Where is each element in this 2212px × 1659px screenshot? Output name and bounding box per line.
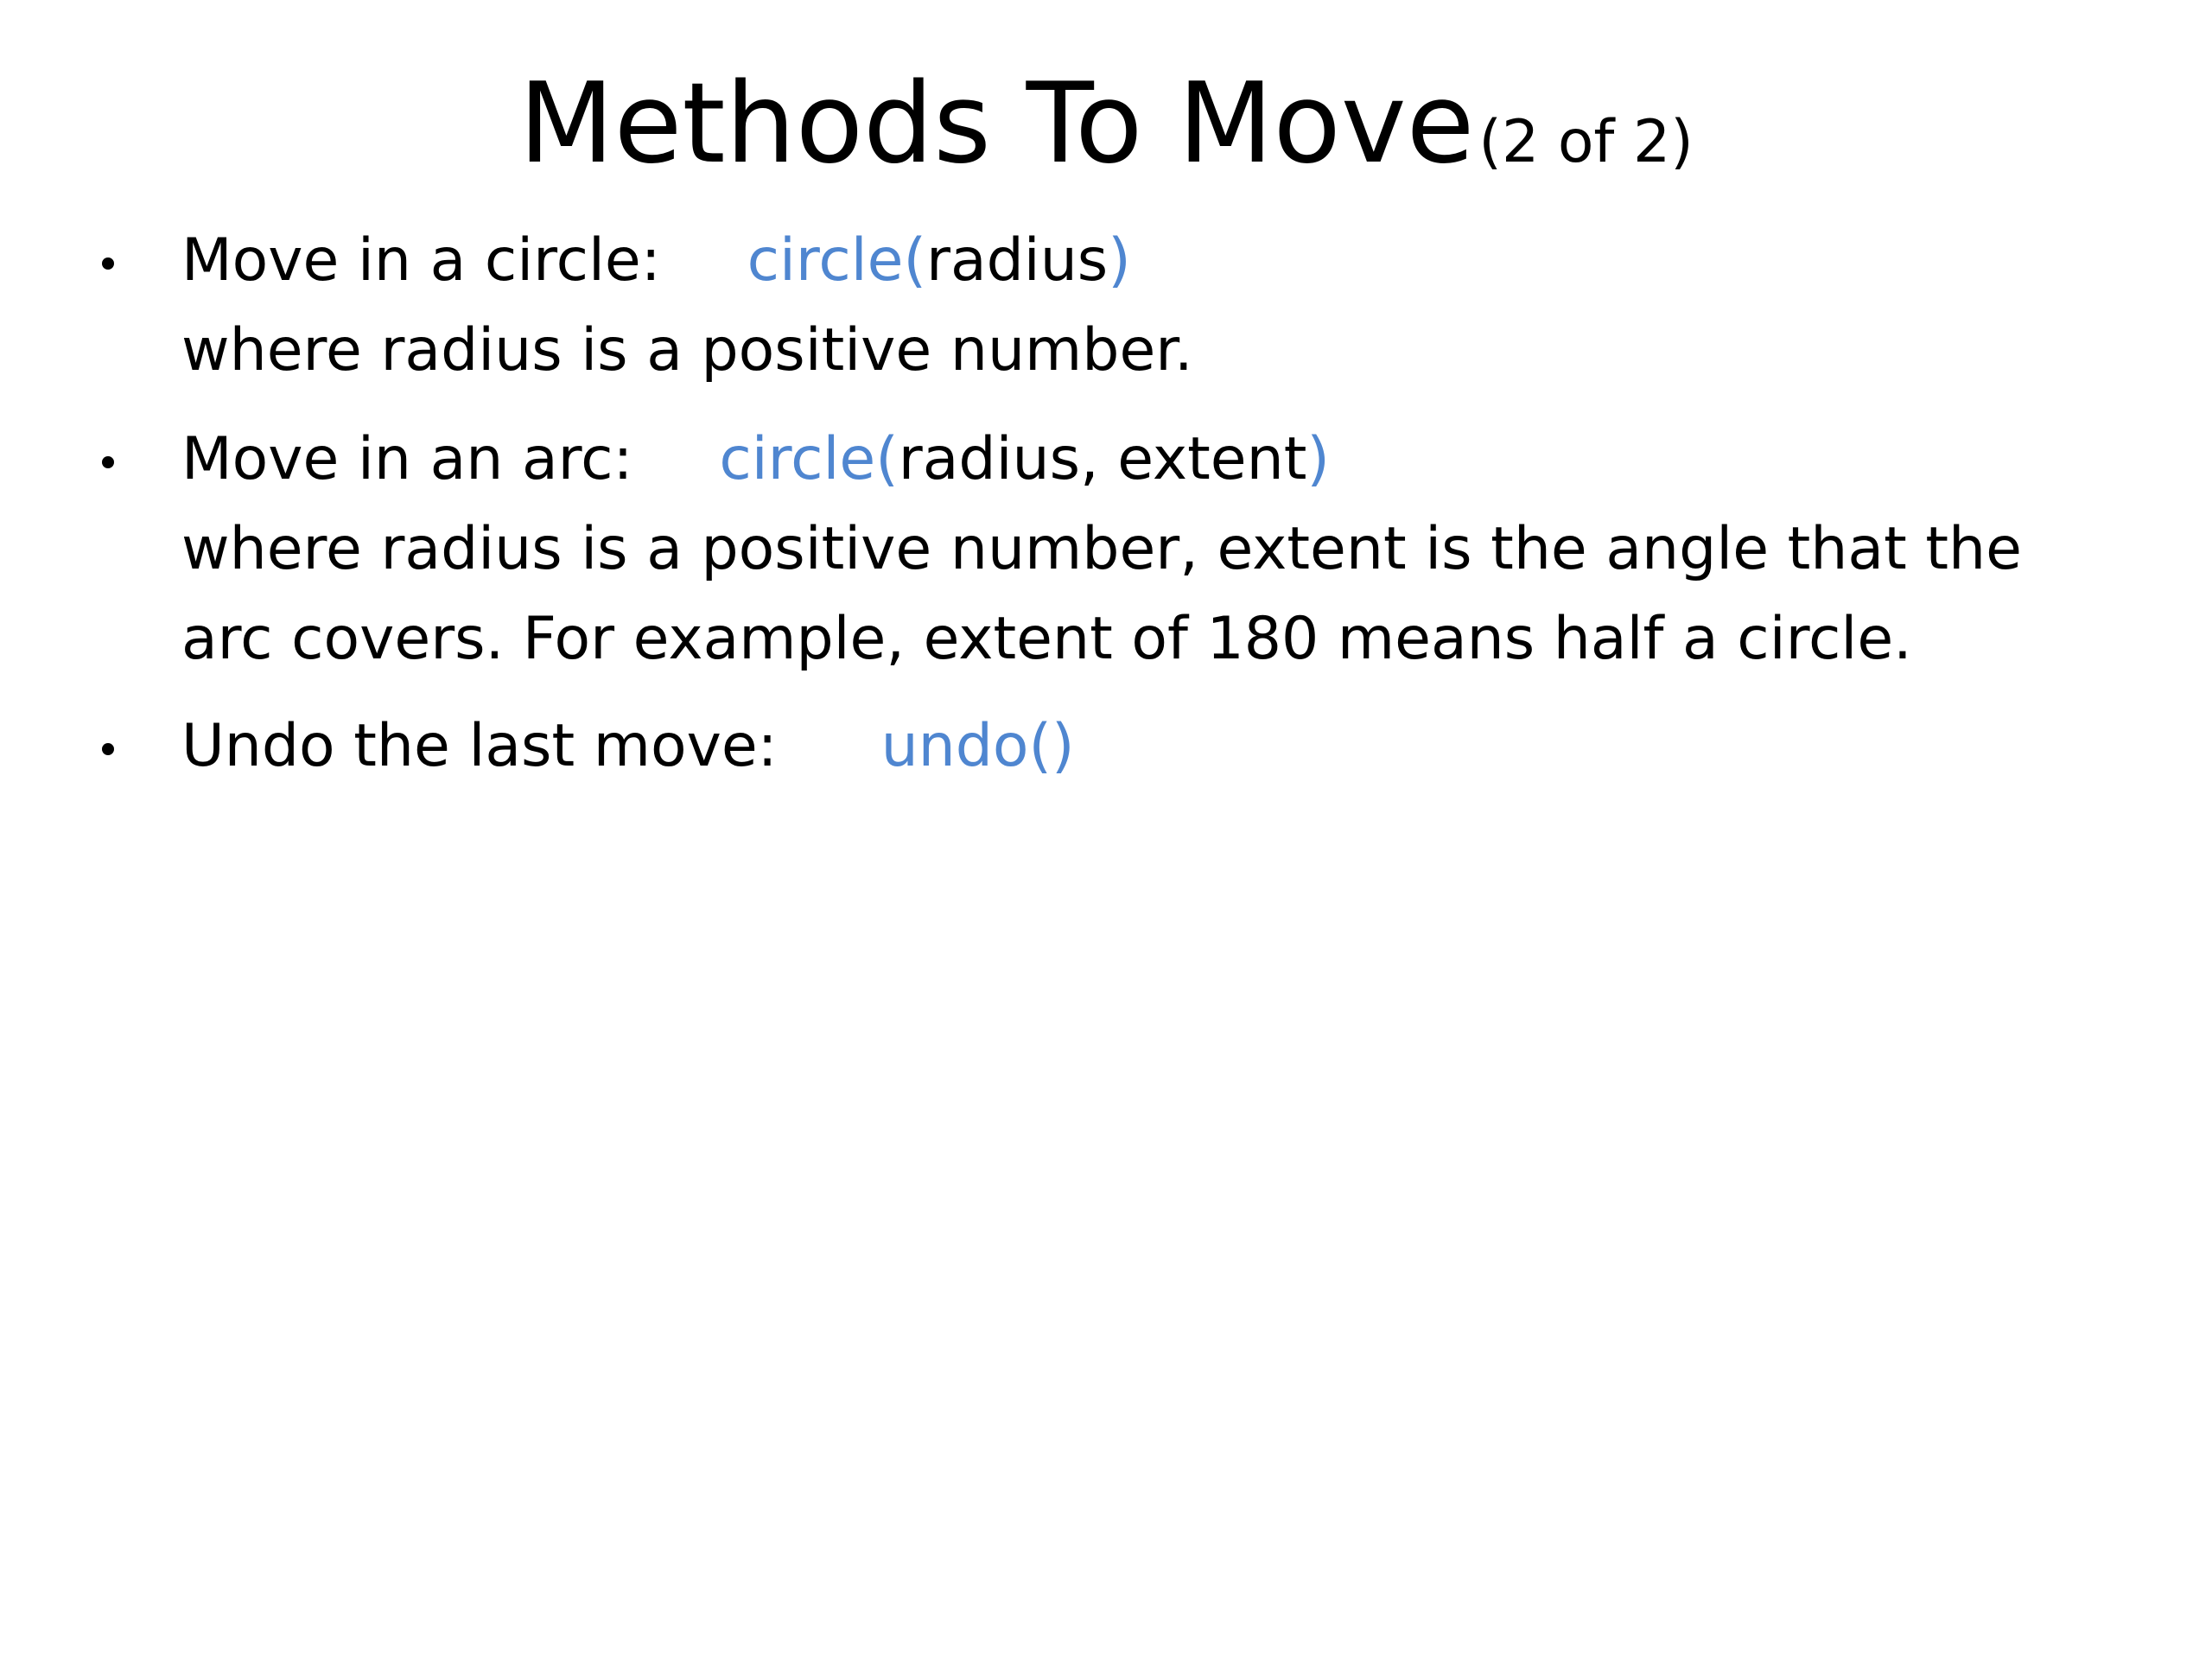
- bullet-label: Undo the last move:: [181, 712, 778, 780]
- code-close: ): [1306, 425, 1330, 493]
- bullet-line: [181, 425, 1330, 493]
- bullet-description: arc covers. For example, extent of 180 means half a circle.: [181, 605, 1912, 673]
- bullet-dot-icon: [102, 257, 114, 270]
- bullet-line: [181, 712, 1075, 780]
- bullet-label: Move in an arc:: [181, 425, 633, 493]
- bullet-label: Move in a circle:: [181, 226, 661, 295]
- bullet-description: where radius is a positive number, extent is the angle that the: [181, 515, 2022, 583]
- slide-title: [0, 60, 2212, 188]
- code-function: circle(: [719, 425, 899, 493]
- bullet-dot-icon: [102, 743, 114, 755]
- code-close: ): [1108, 226, 1131, 295]
- title-main: Methods To Move: [518, 60, 1475, 188]
- code-function: circle(: [747, 226, 927, 295]
- title-page-counter: (2 of 2): [1478, 108, 1694, 176]
- code-function: undo(): [880, 712, 1075, 780]
- bullet-dot-icon: [102, 456, 114, 468]
- code-args: radius, extent: [898, 425, 1307, 493]
- code-args: radius: [926, 226, 1109, 295]
- bullet-description: where radius is a positive number.: [181, 316, 1193, 385]
- bullet-line: [181, 226, 1131, 295]
